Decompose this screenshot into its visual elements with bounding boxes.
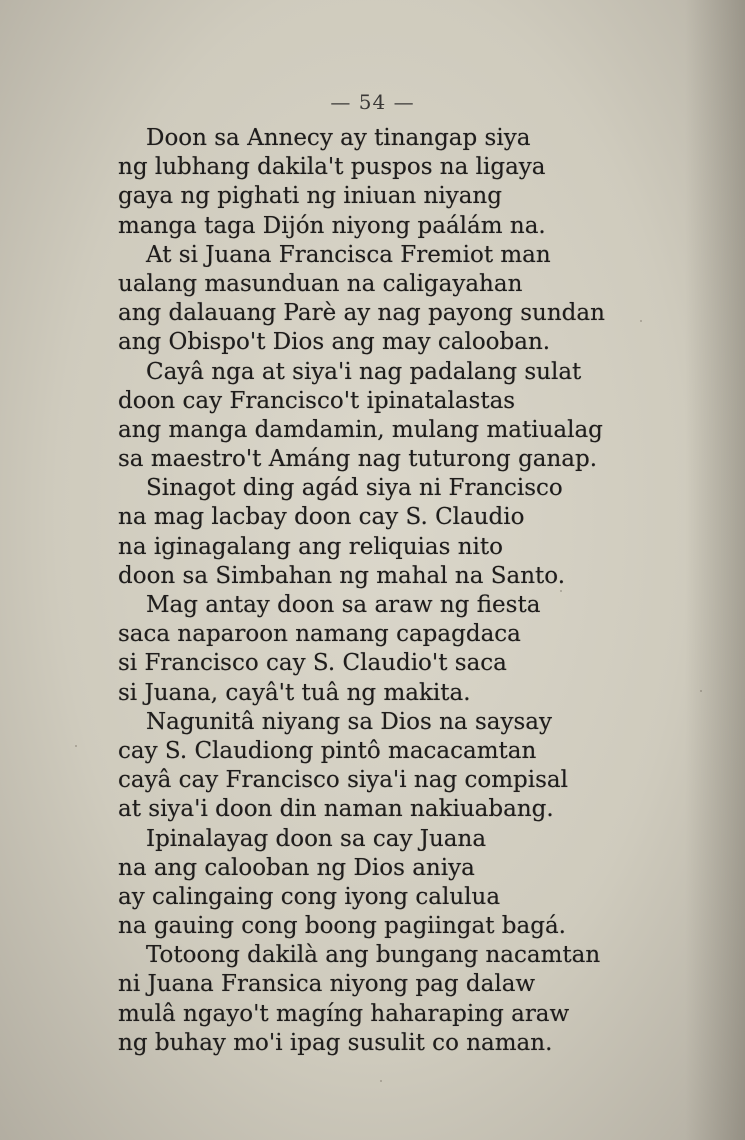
poem-line: Ipinalayag doon sa cay Juana — [146, 825, 487, 852]
poem-line: na gauing cong boong pagiingat bagá. — [118, 913, 566, 940]
poem-line: at siya'i doon din naman nakiuabang. — [118, 796, 554, 823]
poem-line: Mag antay doon sa araw ng fiesta — [146, 592, 541, 618]
poem-line: Totoong dakilà ang bungang nacamtan — [146, 942, 601, 969]
poem-line: Doon sa Annecy ay tinangap siya — [146, 125, 531, 151]
poem-line: na mag lacbay doon cay S. Claudio — [118, 504, 525, 531]
poem-line: ualang masunduan na caligayahan — [118, 270, 523, 297]
poem-line: na iginagalang ang reliquias nito — [118, 533, 504, 560]
poem-line: At si Juana Francisca Fremiot man — [146, 241, 551, 268]
poem-line: ni Juana Fransica niyong pag dalaw — [118, 971, 536, 998]
poem-body — [118, 124, 698, 1058]
poem-line: ang dalauang Parè ay nag payong sundan — [118, 300, 605, 327]
poem-line: doon cay Francisco't ipinatalastas — [118, 387, 516, 414]
poem-line: ng lubhang dakila't puspos na ligaya — [118, 154, 546, 181]
poem-line: sa maestro't Amáng nag tuturong ganap. — [118, 446, 598, 473]
poem-line: ay calingaing cong iyong calulua — [118, 883, 501, 910]
poem-line: Cayâ nga at siya'i nag padalang sulat — [146, 358, 582, 385]
poem-line: na ang calooban ng Dios aniya — [118, 854, 475, 881]
poem-line: mulâ ngayo't magíng haharaping araw — [118, 1000, 570, 1027]
poem-line: Nagunitâ niyang sa Dios na saysay — [146, 708, 552, 735]
poem-line: manga taga Dijón niyong paálám na. — [118, 212, 546, 239]
poem-line: saca naparoon namang capagdaca — [118, 621, 521, 648]
poem-line: ang manga damdamin, mulang matiualag — [118, 416, 603, 443]
poem-line: doon sa Simbahan ng mahal na Santo. — [118, 562, 566, 589]
poem-line: si Francisco cay S. Claudio't saca — [118, 650, 507, 677]
poem-line: cay S. Claudiong pintô macacamtan — [118, 737, 537, 764]
page-number: — 54 — — [330, 90, 415, 114]
poem-line: si Juana, cayâ't tuâ ng makita. — [118, 679, 471, 706]
poem-line: ng buhay mo'i ipag susulit co naman. — [118, 1029, 553, 1056]
poem-line: Sinagot ding agád siya ni Francisco — [146, 475, 563, 502]
poem-line: ang Obispo't Dios ang may calooban. — [118, 329, 551, 356]
poem-line: cayâ cay Francisco siya'i nag compisal — [118, 767, 568, 794]
poem-line: gaya ng pighati ng iniuan niyang — [118, 183, 502, 210]
